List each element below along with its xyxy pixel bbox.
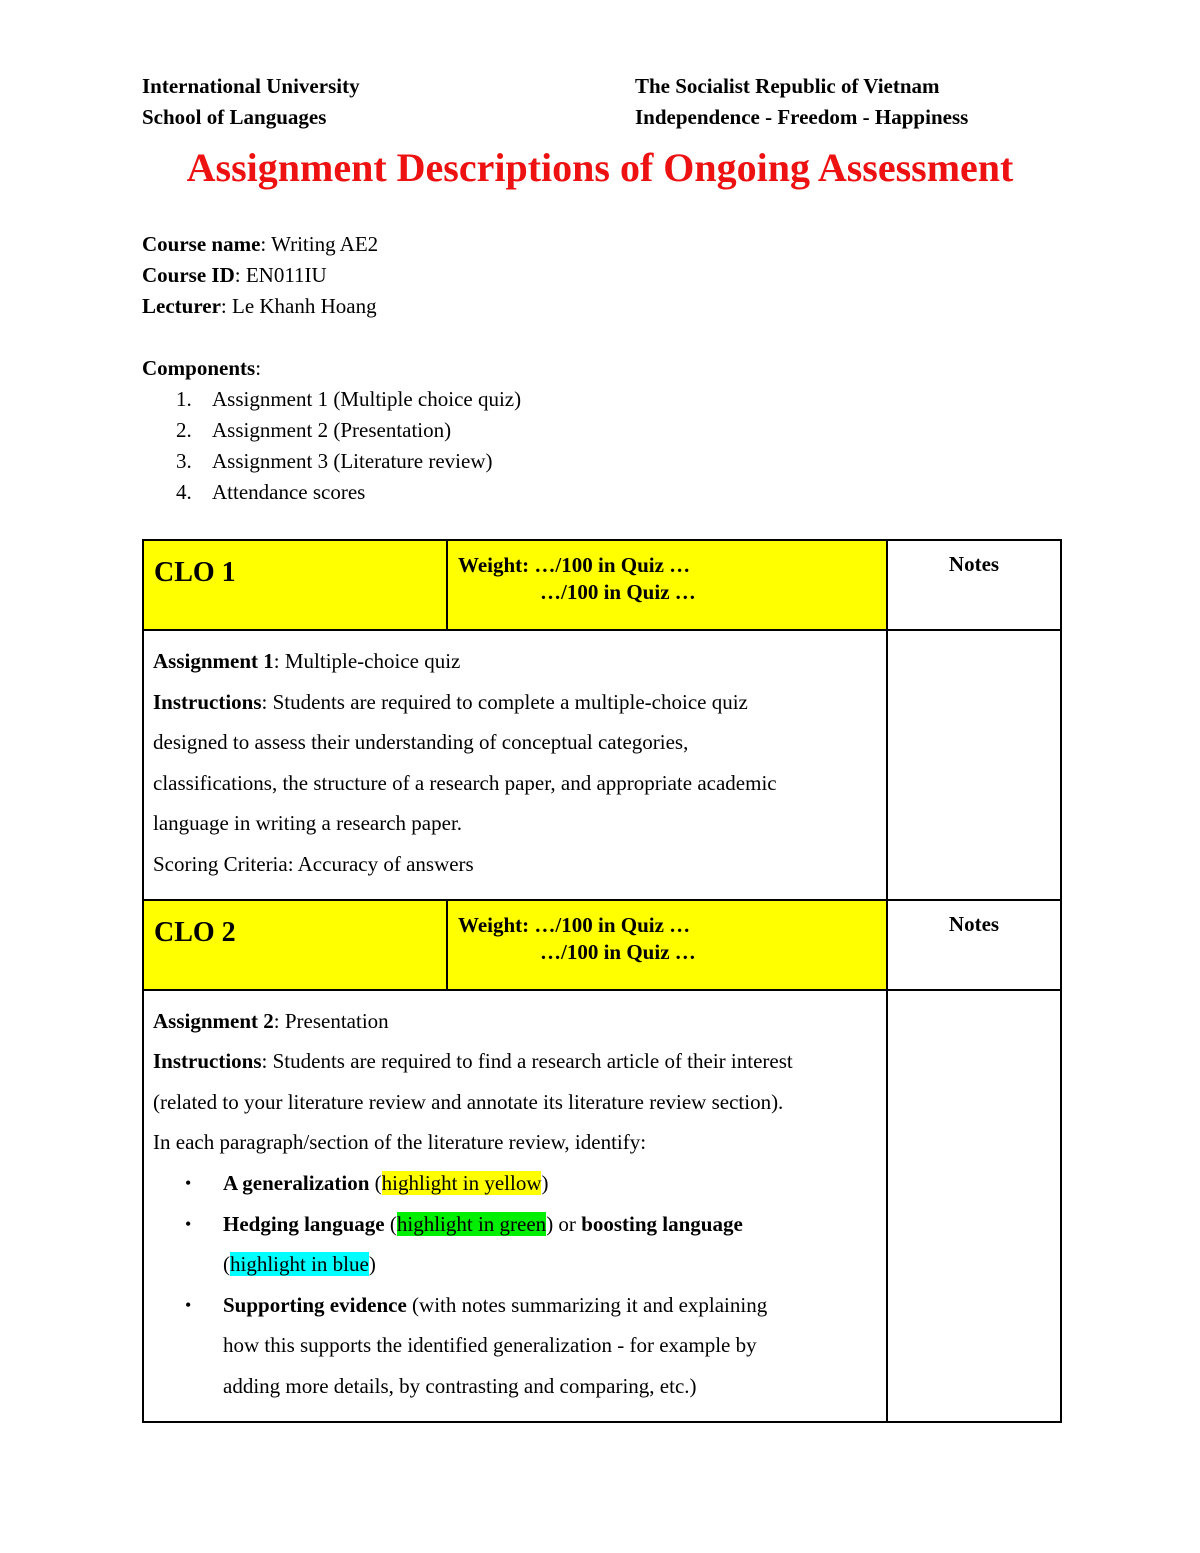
- course-id-value: : EN011IU: [234, 263, 327, 287]
- clo2-description: Assignment 2: Presentation Instructions: Students are required to find a research article of their interest (related to your literature review and annotate its literature review section). In each paragraph/section of the literature review, identify: • A generalization (highlight in yellow) • Hedging language (highlight in green) or boosting language (highlight in blue) • Supporting evidence (with notes summarizing it and explaining how this supports the identified generalization - for example by adding more details, by contrasting and comparing, etc.): [143, 990, 887, 1422]
- university-name: International University: [142, 74, 360, 98]
- yellow-highlight: highlight in yellow: [381, 1170, 542, 1195]
- lecturer-row: [142, 291, 378, 322]
- page-title: Assignment Descriptions of Ongoing Assessment: [186, 145, 1014, 190]
- clo1-label: CLO 1: [143, 540, 447, 630]
- list-item: 3. Assignment 3 (Literature review): [176, 449, 493, 473]
- bullet-icon: •: [185, 1172, 192, 1193]
- school-name: School of Languages: [142, 105, 327, 129]
- components-list: [142, 384, 521, 508]
- list-item: • Hedging language (highlight in green) or boosting language (highlight in blue): [153, 1204, 876, 1285]
- clo-table: [142, 539, 1062, 1423]
- course-name-row: [142, 229, 378, 260]
- clo1-notes-header: Notes: [887, 540, 1061, 630]
- lecturer-value: : Le Khanh Hoang: [220, 294, 377, 318]
- course-id-label: Course ID: [142, 263, 235, 287]
- clo1-body-row: [143, 630, 1061, 900]
- lecturer-label: Lecturer: [142, 294, 221, 318]
- clo2-notes-header: Notes: [887, 900, 1061, 990]
- course-id-row: [142, 260, 378, 291]
- clo2-notes-cell: [887, 990, 1061, 1422]
- bullet-icon: •: [185, 1294, 192, 1315]
- national-motto: Independence - Freedom - Happiness: [635, 105, 969, 129]
- list-item: • A generalization (highlight in yellow): [153, 1163, 876, 1204]
- course-info: [142, 229, 378, 322]
- clo1-scoring: Scoring Criteria: Accuracy of answers: [153, 851, 474, 876]
- components-section: [142, 353, 521, 508]
- list-item: 4. Attendance scores: [176, 480, 366, 504]
- clo2-label: CLO 2: [143, 900, 447, 990]
- clo1-header-row: [143, 540, 1061, 630]
- course-name-value: : Writing AE2: [260, 232, 379, 256]
- clo1-notes-cell: [887, 630, 1061, 900]
- list-item: • Supporting evidence (with notes summarizing it and explaining how this supports the identified generalization - for example by adding more details, by contrasting and comparing, etc.): [153, 1285, 876, 1407]
- header-right: [635, 71, 968, 133]
- clo2-body-row: [143, 990, 1061, 1422]
- country-name: The Socialist Republic of Vietnam: [635, 74, 940, 98]
- list-item: 1. Assignment 1 (Multiple choice quiz): [176, 387, 522, 411]
- header-left: [142, 71, 360, 133]
- blue-highlight: highlight in blue: [230, 1252, 369, 1277]
- clo1-description: Assignment 1: Multiple-choice quiz Instructions: Students are required to complete a multiple-choice quiz designed to assess their understanding of conceptual categories, classifications, the structure of a research paper, and appropriate academic language in writing a research paper. Scoring Criteria: Accuracy of answers: [143, 630, 887, 900]
- identify-list: [153, 1163, 876, 1407]
- components-heading: Components:: [142, 356, 262, 380]
- clo2-header-row: [143, 900, 1061, 990]
- clo1-weight: Weight: …/100 in Quiz … …/100 in Quiz …: [447, 540, 887, 630]
- course-name-label: Course name: [142, 232, 261, 256]
- green-highlight: highlight in green: [396, 1211, 547, 1236]
- list-item: 2. Assignment 2 (Presentation): [176, 418, 452, 442]
- clo2-weight: Weight: …/100 in Quiz … …/100 in Quiz …: [447, 900, 887, 990]
- bullet-icon: •: [185, 1213, 192, 1234]
